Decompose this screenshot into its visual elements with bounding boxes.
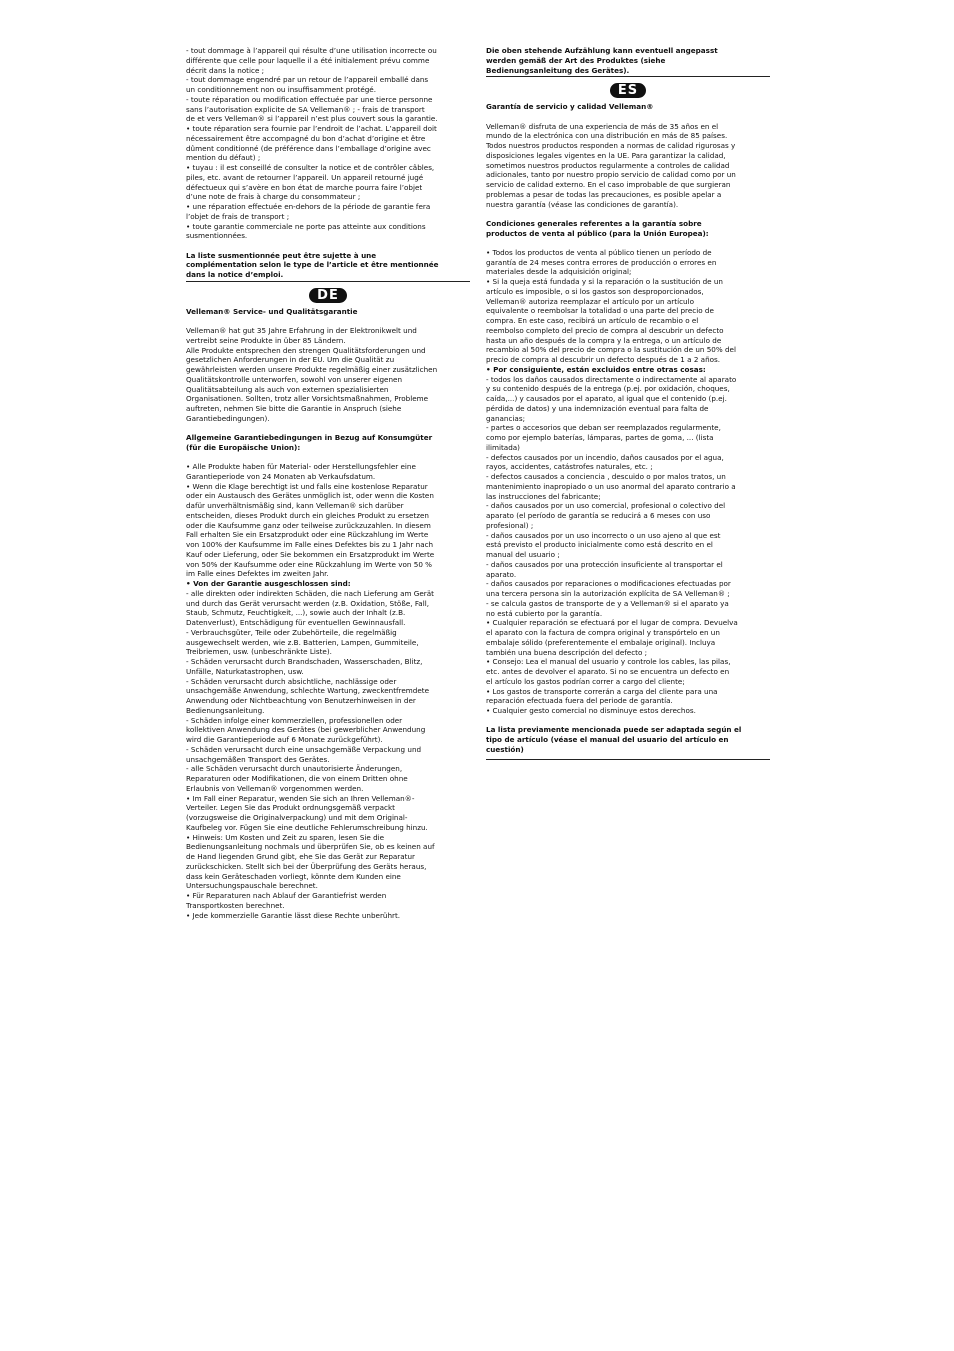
text-line: ganancias; [486,413,526,423]
text-line: Qualitätskontrolle unterworfen, sowohl von unserer eigenen [186,374,402,384]
text-line: (für die Europäische Union): [186,442,301,452]
text-line: servicio de calidad externo. En el caso improbable de que surgieran [486,180,731,189]
text-line: profesional) ; [486,520,534,530]
text-line: garantía de 24 meses contra errores de producción o errores en [486,257,717,267]
text-line: Fall erhalten Sie ein Ersatzprodukt oder eine Rückzahlung im Werte [186,530,429,540]
text-line: - alle direkten oder indirekten Schäden, die nach Lieferung am Gerät [186,588,434,598]
text-line: Bedienungsanleitung nochmals und überprüfen Sie, ob es keinen auf [186,842,435,852]
text-line: Bedienungsanleitung des Gerätes). [486,65,630,75]
text-line: entscheiden, dieses Produkt durch ein gleiches Produkt zu ersetzen [186,510,429,520]
text-line: Condiciones generales referentes a la garantía sobre [486,218,702,228]
text-line: de Hand liegenden Grund gibt, ehe Sie das Gerät zur Reparatur [186,852,415,861]
de-exclusions-heading: • Von der Garantie ausgeschlossen sind: [186,579,351,588]
text-line: mundo de la electrónica con una distribución en más de 85 países. [486,131,728,141]
text-line: auftreten, nehmen Sie bitte die Garantie in Anspruch (siehe [186,404,402,413]
text-line: - defectos causados a conciencia , descuido o por malos tratos, un [486,472,726,481]
text-line: artículo es imposible, o si los gastos son desproporcionados, [486,286,704,296]
text-line: l’objet de frais de transport ; [186,211,290,221]
es-language-badge: ES [610,83,646,98]
de-section-heading: Velleman® Service- und Qualitätsgarantie [186,306,358,316]
text-line: • Todos los productos de venta al público tienen un período de [486,247,712,257]
text-line: Garantiebedingungen). [186,413,270,423]
text-line: - tout dommage engendré par un retour de l’appareil emballé dans [186,75,429,85]
text-line: Reparaturen oder Modifikationen, die von einem Dritten ohne [186,774,408,783]
text-line: - Verbrauchsgüter, Teile oder Zubehörteile, die regelmäßig [186,627,397,637]
text-line: una tercera persona sin la autorización explícita de SA Velleman® ; [486,589,730,598]
text-line: compra. En este caso, recibirá un artículo de recambio o el [486,316,699,325]
text-line: • Cualquier gesto comercial no disminuye estos derechos. [486,706,696,715]
text-line: Bedienungsanleitung. [186,705,265,715]
text-line: no está cubierto por la garantía. [486,608,603,618]
text-line: • toute réparation sera fournie par l’endroit de l’achat. L’appareil doit [186,124,437,133]
fr-warranty-exclusions [186,46,470,241]
text-line: Staub, Schmutz, Feuchtigkeit, ...), sowie auch der Inhalt (z.B. [186,608,406,618]
text-line: equivalente o reembolsar la totalidad o una parte del precio de [486,306,714,316]
de-exclusions-list [186,589,470,921]
text-line: tipo de artículo (véase el manual del usuario del artículo en [486,735,729,744]
text-line: différente que celle pour laquelle il a été initialement prévu comme [186,55,430,65]
text-line: unsachgemäßen Transport des Gerätes. [186,754,330,764]
text-line: wird die Garantieperiode auf 6 Monate zurückgeführt). [186,735,383,744]
text-line: • tuyau : il est conseillé de consulter la notice et de contrôler câbles, [186,163,435,172]
text-line: • Für Reparaturen nach Ablauf der Garantiefrist werden [186,891,387,900]
text-line: Kauf oder Lieferung, oder Sie bekommen ein Ersatzprodukt im Werte [186,549,435,559]
text-line: - alle Schäden verursacht durch unautorisierte Änderungen, [186,764,403,774]
text-line: precio de compra al descubrir un defecto después de 1 a 2 años. [486,355,721,364]
text-line: Velleman® autoriza reemplazar el artículo por un artículo [486,296,694,306]
text-line: embalaje sólido (preferentemente el embalaje original). Incluya [486,637,716,647]
text-line: - toute réparation ou modification effectuée par une tierce personne [186,94,433,104]
text-line: Qualitätsabteilung als auch von externen spezialisierten [186,384,389,394]
text-line: rayos, accidentes, catástrofes naturales, etc. ; [486,462,653,472]
text-line: las instrucciones del fabricante; [486,491,601,501]
text-line: - daños causados por reparaciones o modificaciones efectuadas por [486,579,731,589]
de-conditions-heading [186,433,470,453]
text-line: etc. antes de devolver el aparato. Si no se encuentra un defecto en [486,667,730,676]
text-line: dûment conditionné (de préférence dans l’emballage d’origine avec [186,143,431,153]
text-line: La liste susmentionnée peut être sujette à une [186,250,377,260]
text-line: el aparato con la factura de compra original y transpórtelo en un [486,628,720,637]
text-line: piles, etc. avant de retourner l’appareil. Un appareil retourné jugé [186,172,424,182]
text-line: und durch das Gerät verursacht werden (z.B. Oxidation, Stöße, Fall, [186,598,429,608]
text-line: cuestión) [486,744,524,754]
text-line: Anwendung oder Nichtbeachtung von Benutzerhinweisen in der [186,696,416,705]
text-line: adicionales, tanto por nuestro propio servicio de calidad como por un [486,170,736,180]
text-line: - daños causados por un uso comercial, profesional o colectivo del [486,501,726,511]
text-line: von 50% der Kaufsumme oder eine Rückzahlung im Werte von 50 % [186,559,433,569]
es-conditions-heading [486,219,770,239]
text-line: • Consejo: Lea el manual del usuario y controle los cables, las pilas, [486,657,731,667]
de-intro-paragraph [186,326,470,424]
text-line: recambio al 50% del precio de compra o la sustitución de un 50% del [486,345,736,355]
fr-list-note [186,251,470,280]
es-exclusions-heading: • Por consiguiente, están excluidos entre otras cosas: [486,364,706,374]
text-line: von 100% der Kaufsumme im Falle eines Defektes bis zu 1 Jahr nach [186,540,434,549]
text-line: - se calcula gastos de transporte de y a Velleman® si el aparato ya [486,598,729,608]
text-line: - daños causados por un uso incorrecto o un uso ajeno al que est [486,530,721,540]
section-divider [186,281,470,282]
es-intro-paragraph [486,122,770,210]
text-line: disposiciones legales vigentes en la UE. Para garantizar la calidad, [486,150,726,160]
text-line: Alle Produkte entsprechen den strengen Qualitätsforderungen und [186,345,426,355]
text-line: • Im Fall einer Reparatur, wenden Sie sich an Ihren Velleman®- [186,793,415,803]
text-line: • Cualquier reparación se efectuará por el lugar de compra. Devuelva [486,618,738,628]
text-line: y su contenido después de la entrega (p.ej. por oxidación, choques, [486,384,730,394]
text-line: Kaufbeleg vor. Fügen Sie eine deutliche Fehlerumschreibung hinzu. [186,822,428,832]
text-line: kollektiven Anwendung des Gerätes (bei gewerblicher Anwendung [186,725,426,735]
text-line: - Schäden verursacht durch absichtliche, nachlässige oder [186,676,397,686]
text-line: Unfälle, Naturkatastrophen, usw. [186,666,304,676]
text-line: • Hinweis: Um Kosten und Zeit zu sparen, lesen Sie die [186,832,385,842]
left-column [186,46,470,920]
text-line: pérdida de datos) y una indemnización eventual para falta de [486,403,709,413]
text-line: im Falle eines Defektes im zweiten Jahr. [186,569,329,579]
text-line: werden gemäß der Art des Produktes (siehe [486,55,666,65]
text-line: Transportkosten berechnet. [186,900,285,910]
text-line: • Si la queja está fundada y si la reparación o la sustitución de un [486,277,723,286]
text-line: Treibriemen, usw. (unbeschränkte Liste). [186,647,332,657]
text-line: Organisationen. Sollten, trotz aller Vorsichtsmaßnahmen, Probleme [186,394,429,404]
text-line: ausgewechselt werden, wie z.B. Batterien, Lampen, Gummiteile, [186,637,419,647]
text-line: Erlaubnis von Velleman® vorgenommen werden. [186,783,364,793]
text-line: • Los gastos de transporte correrán a carga del cliente para una [486,686,718,696]
text-line: susmentionnées. [186,231,248,241]
es-conditions-list [486,248,770,365]
text-line: - Schäden verursacht durch eine unsachgemäße Verpackung und [186,744,422,754]
text-line: aparato. [486,569,517,579]
text-line: Allgemeine Garantiebedingungen in Bezug auf Konsumgüter [186,433,433,442]
text-line: - todos los daños causados directamente o indirectamente al aparato [486,374,737,384]
text-line: d’une note de frais à charge du consommateur ; [186,192,361,202]
text-line: gewährleisten werden unsere Produkte regelmäßig einer zusätzlichen [186,365,438,374]
de-list-note [486,46,770,75]
es-list-note [486,725,770,754]
text-line: de et vers Velleman® si l’appareil n’est plus couvert sous la garantie. [186,114,438,124]
text-line: La lista previamente mencionada puede ser adaptada según el [486,725,742,735]
text-line: dafür unverhältnismäßig sind, kann Velleman® sich darüber [186,501,404,510]
text-line: caída,...) y causados por el aparato, al igual que el contenido (p.ej. [486,394,727,403]
es-section-heading: Garantía de servicio y calidad Velleman® [486,102,654,112]
text-line: - defectos causados por un incendio, daños causados por el agua, [486,452,724,462]
text-line: reparación efectuada fuera del periode de garantía. [486,696,673,706]
text-line: • Jede kommerzielle Garantie lässt diese Rechte unberührt. [186,910,401,920]
section-divider [486,76,770,77]
text-line: sometimos nuestros productos regularmente a controles de calidad [486,160,730,170]
text-line: reembolso completo del precio de compra al descubrir un defecto [486,325,724,335]
text-line: Untersuchungspauschale berechnet. [186,881,318,891]
text-line: • Alle Produkte haben für Material- oder Herstellungsfehler eine [186,462,416,471]
text-line: gesetzlichen Anforderungen in der EU. Um die Qualität zu [186,355,395,365]
text-line: dass kein Geräteschaden vorliegt, könnte dem Kunden eine [186,871,401,881]
text-line: está previsto el producto inicialmente como está descrito en el [486,540,713,550]
text-line: oder die Kaufsumme ganz oder teilweise zurückzuzahlen. In diesem [186,520,431,530]
text-line: - Schäden verursacht durch Brandschaden, Wasserschaden, Blitz, [186,657,423,666]
text-line: Die oben stehende Aufzählung kann eventuell angepasst [486,46,718,55]
text-line: manual del usuario ; [486,550,560,559]
text-line: el artículo los gastos podrían correr a cargo del cliente; [486,676,685,686]
text-line: aparato (el período de garantía se reducirá a 6 meses con uso [486,511,711,520]
de-language-badge: DE [309,288,347,303]
text-line: mention du défaut) ; [186,153,261,163]
text-line: como por ejemplo baterías, lámparas, partes de goma, ... (lista [486,433,714,442]
text-line: Velleman® hat gut 35 Jahre Erfahrung in der Elektronikwelt und [186,326,417,335]
es-exclusions-list [486,375,770,716]
text-line: dans la notice d’emploi. [186,270,284,279]
text-line: • une réparation effectuée en-dehors de la période de garantie fera [186,202,431,211]
text-line: - Schäden infolge einer kommerziellen, professionellen oder [186,715,403,725]
text-line: también una buena descripción del defecto ; [486,647,648,657]
text-line: complémentation selon le type de l’article et être mentionnée [186,260,439,270]
text-line: vertreibt seine Produkte in über 85 Ländern. [186,335,346,345]
text-line: Todos nuestros productos responden a normas de calidad rigurosas y [486,141,736,150]
de-conditions-list [186,462,470,579]
text-line: - daños causados por una protección insuficiente al transportar el [486,559,723,569]
text-line: mantenimiento inapropiado o un uso anormal del aparato contrario a [486,481,736,491]
text-line: problemas a pesar de todas las precauciones, es posible apelar a [486,189,722,199]
text-line: Garantieperiode von 24 Monaten ab Verkaufsdatum. [186,471,376,481]
text-line: materiales desde la adquisición original; [486,267,632,277]
text-line: Datenverlust), Entschädigung für eventuellen Gewinnausfall. [186,618,406,627]
text-line: - tout dommage à l’appareil qui résulte d’une utilisation incorrecte ou [186,46,437,55]
text-line: • Wenn die Klage berechtigt ist und falls eine kostenlose Reparatur [186,481,428,491]
text-line: productos de venta al público (para la Unión Europea): [486,228,709,238]
text-line: oder ein Austausch des Gerätes unmöglich ist, oder wenn die Kosten [186,491,434,501]
text-line: (vorzugsweise die Originalverpackung) und mit dem Original- [186,813,408,822]
text-line: - partes o accesorios que deban ser reemplazados regularmente, [486,423,721,433]
text-line: nuestra garantía (véase las condiciones de garantía). [486,199,679,209]
text-line: unsachgemäße Anwendung, schlechte Wartung, zweckentfremdete [186,686,429,696]
text-line: Velleman® disfruta de una experiencia de más de 35 años en el [486,121,719,131]
text-line: sans l’autorisation explicite de SA Velleman® ; - frais de transport [186,104,425,114]
right-column [486,46,770,766]
section-divider [486,759,770,760]
text-line: décrit dans la notice ; [186,65,265,75]
text-line: un conditionnement non ou insuffisamment protégé. [186,85,377,94]
text-line: défectueux qui s’avère en bon état de marche pourra faire l’objet [186,182,423,192]
text-line: Verteiler. Legen Sie das Produkt ordnungsgemäß verpackt [186,803,395,813]
text-line: zurückschicken. Stellt sich bei der Überprüfung des Geräts heraus, [186,861,427,871]
text-line: hasta un año después de la compra y la entrega, o un artículo de [486,335,722,345]
text-line: ilimitada) [486,442,520,452]
text-line: • toute garantie commerciale ne porte pas atteinte aux conditions [186,221,426,231]
text-line: nécessairement être accompagné du bon d’achat d’origine et être [186,133,426,143]
